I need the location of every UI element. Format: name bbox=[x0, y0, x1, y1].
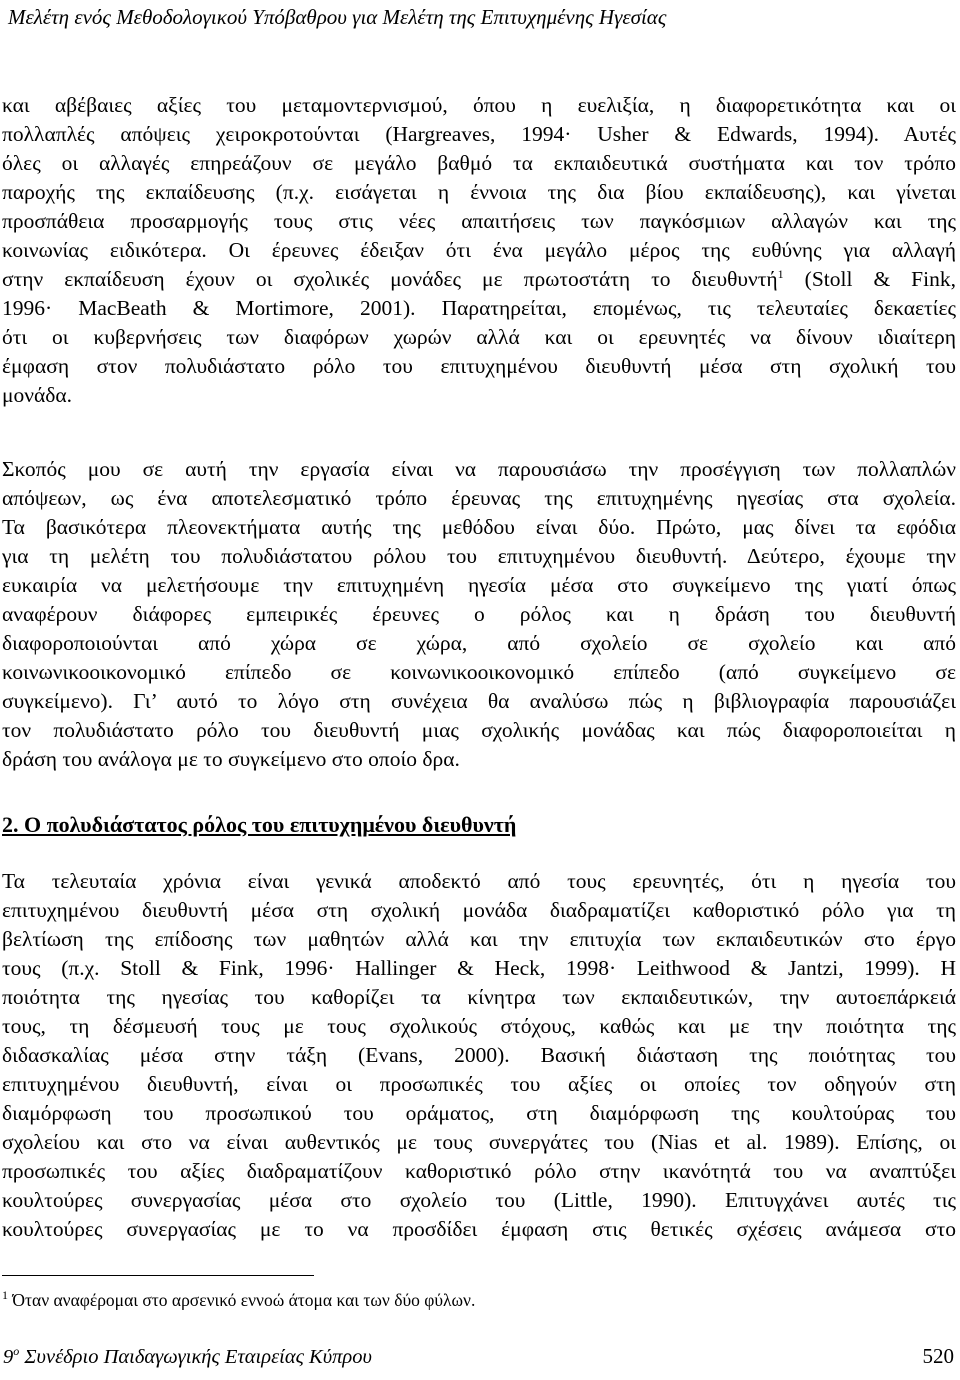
text-line: κοινωνίας ειδικότερα. Οι έρευνες έδειξαν ότι ένα μεγάλο μέρος της ευθύνης για αλλαγή bbox=[2, 238, 956, 262]
text-line: για τη μελέτη του πολυδιάστατου ρόλου του επιτυχημένου διευθυντή. Δεύτερο, έχουμε την bbox=[2, 544, 956, 568]
text-line: προσωπικές του αξίες διαδραματίζουν καθοριστικό ρόλο στην ικανότητά του να αναπτύξει bbox=[2, 1159, 956, 1183]
text-line: επιτυχημένου διευθυντή, είναι οι προσωπικές του αξίες οι οποίες τον οδηγούν στη bbox=[2, 1072, 956, 1096]
text-line: διαφοροποιούνται από χώρα σε χώρα, από σχολείο σε σχολείο και από bbox=[2, 631, 956, 655]
text-line: Τα βασικότερα πλεονεκτήματα αυτής της μεθόδου είναι δύο. Πρώτο, μας δίνει τα εφόδια bbox=[2, 515, 956, 539]
text-line: δράση του ανάλογα με το συγκείμενο στο οποίο δρα. bbox=[2, 747, 460, 771]
paragraph-2 bbox=[2, 455, 956, 774]
footnote-text: Όταν αναφέρομαι στο αρσενικό εννοώ άτομα και των δύο φύλων. bbox=[8, 1290, 476, 1310]
conference-number: 9 bbox=[3, 1346, 14, 1368]
text-line: σχολείου και στο να είναι αυθεντικός με τους συνεργάτες του (Nias et al. 1989). Επίσης, οι bbox=[2, 1130, 956, 1154]
section-heading: 2. Ο πολυδιάστατος ρόλος του επιτυχημένου διευθυντή bbox=[2, 812, 517, 837]
text-line: κοινωνικοοικονομικό επίπεδο σε κοινωνικοοικονομικό επίπεδο (από συγκείμενο σε bbox=[2, 660, 956, 684]
text-line: απόψεων, ως ένα αποτελεσματικό τρόπο έρευνας της επιτυχημένης ηγεσίας στα σχολεία. bbox=[2, 486, 956, 510]
text-line: πολλαπλές απόψεις χειροκροτούνται (Hargreaves, 1994· Usher & Edwards, 1994). Αυτές bbox=[2, 122, 956, 146]
text-line: ότι οι κυβερνήσεις των διαφόρων χωρών αλλά και οι ερευνητές να δίνουν ιδιαίτερη bbox=[2, 325, 956, 349]
footnote-divider bbox=[2, 1275, 314, 1276]
text-line: και αβέβαιες αξίες του μεταμοντερνισμού, όπου η ευελιξία, η διαφορετικότητα και οι bbox=[2, 93, 956, 117]
text-line: προσπάθεια προσαρμογής τους στις νέες απαιτήσεις των παγκόσμιων αλλαγών και της bbox=[2, 209, 956, 233]
text-line: μονάδα. bbox=[2, 383, 73, 407]
line-text: (Stoll & Fink, bbox=[783, 267, 956, 291]
text-line: παροχής της εκπαίδευσης (π.χ. εισάγεται η έννοια της δια βίου εκπαίδευσης), και γίνεται bbox=[2, 180, 956, 204]
text-line: ποιότητα της ηγεσίας του καθορίζει τα κίνητρα των εκπαιδευτικών, την αυτοεπάρκειά bbox=[2, 985, 956, 1009]
conference-name: Συνέδριο Παιδαγωγικής Εταιρείας Κύπρου bbox=[19, 1346, 372, 1368]
footnote-ref: 1 bbox=[777, 266, 784, 281]
text-line: ευκαιρία να μελετήσουμε την επιτυχημένη ηγεσία μέσα στο συγκείμενο της γιατί όπως bbox=[2, 573, 956, 597]
line-text: στην εκπαίδευση έχουν οι σχολικές μονάδες με πρωτοστάτη το διευθυντή bbox=[2, 267, 778, 291]
running-header: Μελέτη ενός Μεθοδολογικού Υπόβαθρου για Μελέτη της Επιτυχημένης Ηγεσίας bbox=[8, 5, 667, 29]
text-line: όλες οι αλλαγές επηρεάζουν σε μεγάλο βαθμό τα εκπαιδευτικά συστήματα και τον τρόπο bbox=[2, 151, 956, 175]
text-line: διαμόρφωση του προσωπικού του οράματος, στη διαμόρφωση της κουλτούρας του bbox=[2, 1101, 956, 1125]
paragraph-3 bbox=[2, 867, 956, 1244]
text-line-with-footnote bbox=[2, 265, 956, 294]
text-line: τους (π.χ. Stoll & Fink, 1996· Hallinger & Heck, 1998· Leithwood & Jantzi, 1999). Η bbox=[2, 956, 956, 980]
text-line: Τα τελευταία χρόνια είναι γενικά αποδεκτό από τους ερευνητές, ότι η ηγεσία του bbox=[2, 869, 956, 893]
text-line: τον πολυδιάστατο ρόλο του διευθυντή μιας σχολικής μονάδας και πώς διαφοροποιείται η bbox=[2, 718, 956, 742]
text-line: κουλτούρες συνεργασίας με το να προσδίδει έμφαση στις θετικές σχέσεις ανάμεσα στο bbox=[2, 1217, 956, 1241]
footnote-marker: 1 bbox=[2, 1288, 8, 1303]
text-line: Σκοπός μου σε αυτή την εργασία είναι να παρουσιάσω την προσέγγιση των πολλαπλών bbox=[2, 457, 956, 481]
paragraph-1 bbox=[2, 91, 956, 410]
text-line: διδασκαλίας μέσα στην τάξη (Evans, 2000). Βασική διάσταση της ποιότητας του bbox=[2, 1043, 956, 1067]
text-line: 1996· MacBeath & Mortimore, 2001). Παρατηρείται, επομένως, τις τελευταίες δεκαετίες bbox=[2, 296, 956, 320]
text-line: κουλτούρες συνεργασίας μέσα στο σχολείο του (Little, 1990). Επιτυγχάνει αυτές τις bbox=[2, 1188, 956, 1212]
text-line: επιτυχημένου διευθυντή μέσα στη σχολική μονάδα διαδραματίζει καθοριστικό ρόλο για τη bbox=[2, 898, 956, 922]
text-line: συγκείμενο). Γι’ αυτό το λόγο στη συνέχεια θα αναλύσω πώς η βιβλιογραφία παρουσιάζει bbox=[2, 689, 956, 713]
text-line: βελτίωση της επίδοσης των μαθητών αλλά και την επιτυχία των εκπαιδευτικών στο έργο bbox=[2, 927, 956, 951]
page-number: 520 bbox=[922, 1344, 954, 1368]
text-line: αναφέρουν διάφορες εμπειρικές έρευνες ο ρόλος και η δράση του διευθυντή bbox=[2, 602, 956, 626]
conference-ordinal: ο bbox=[13, 1344, 20, 1359]
footnote bbox=[2, 1289, 475, 1311]
text-line: έμφαση στον πολυδιάστατο ρόλο του επιτυχημένου διευθυντή μέσα στη σχολική του bbox=[2, 354, 956, 378]
footer-conference bbox=[3, 1344, 372, 1370]
text-line: τους, τη δέσμευσή τους με τους σχολικούς στόχους, καθώς και με την ποιότητα της bbox=[2, 1014, 956, 1038]
